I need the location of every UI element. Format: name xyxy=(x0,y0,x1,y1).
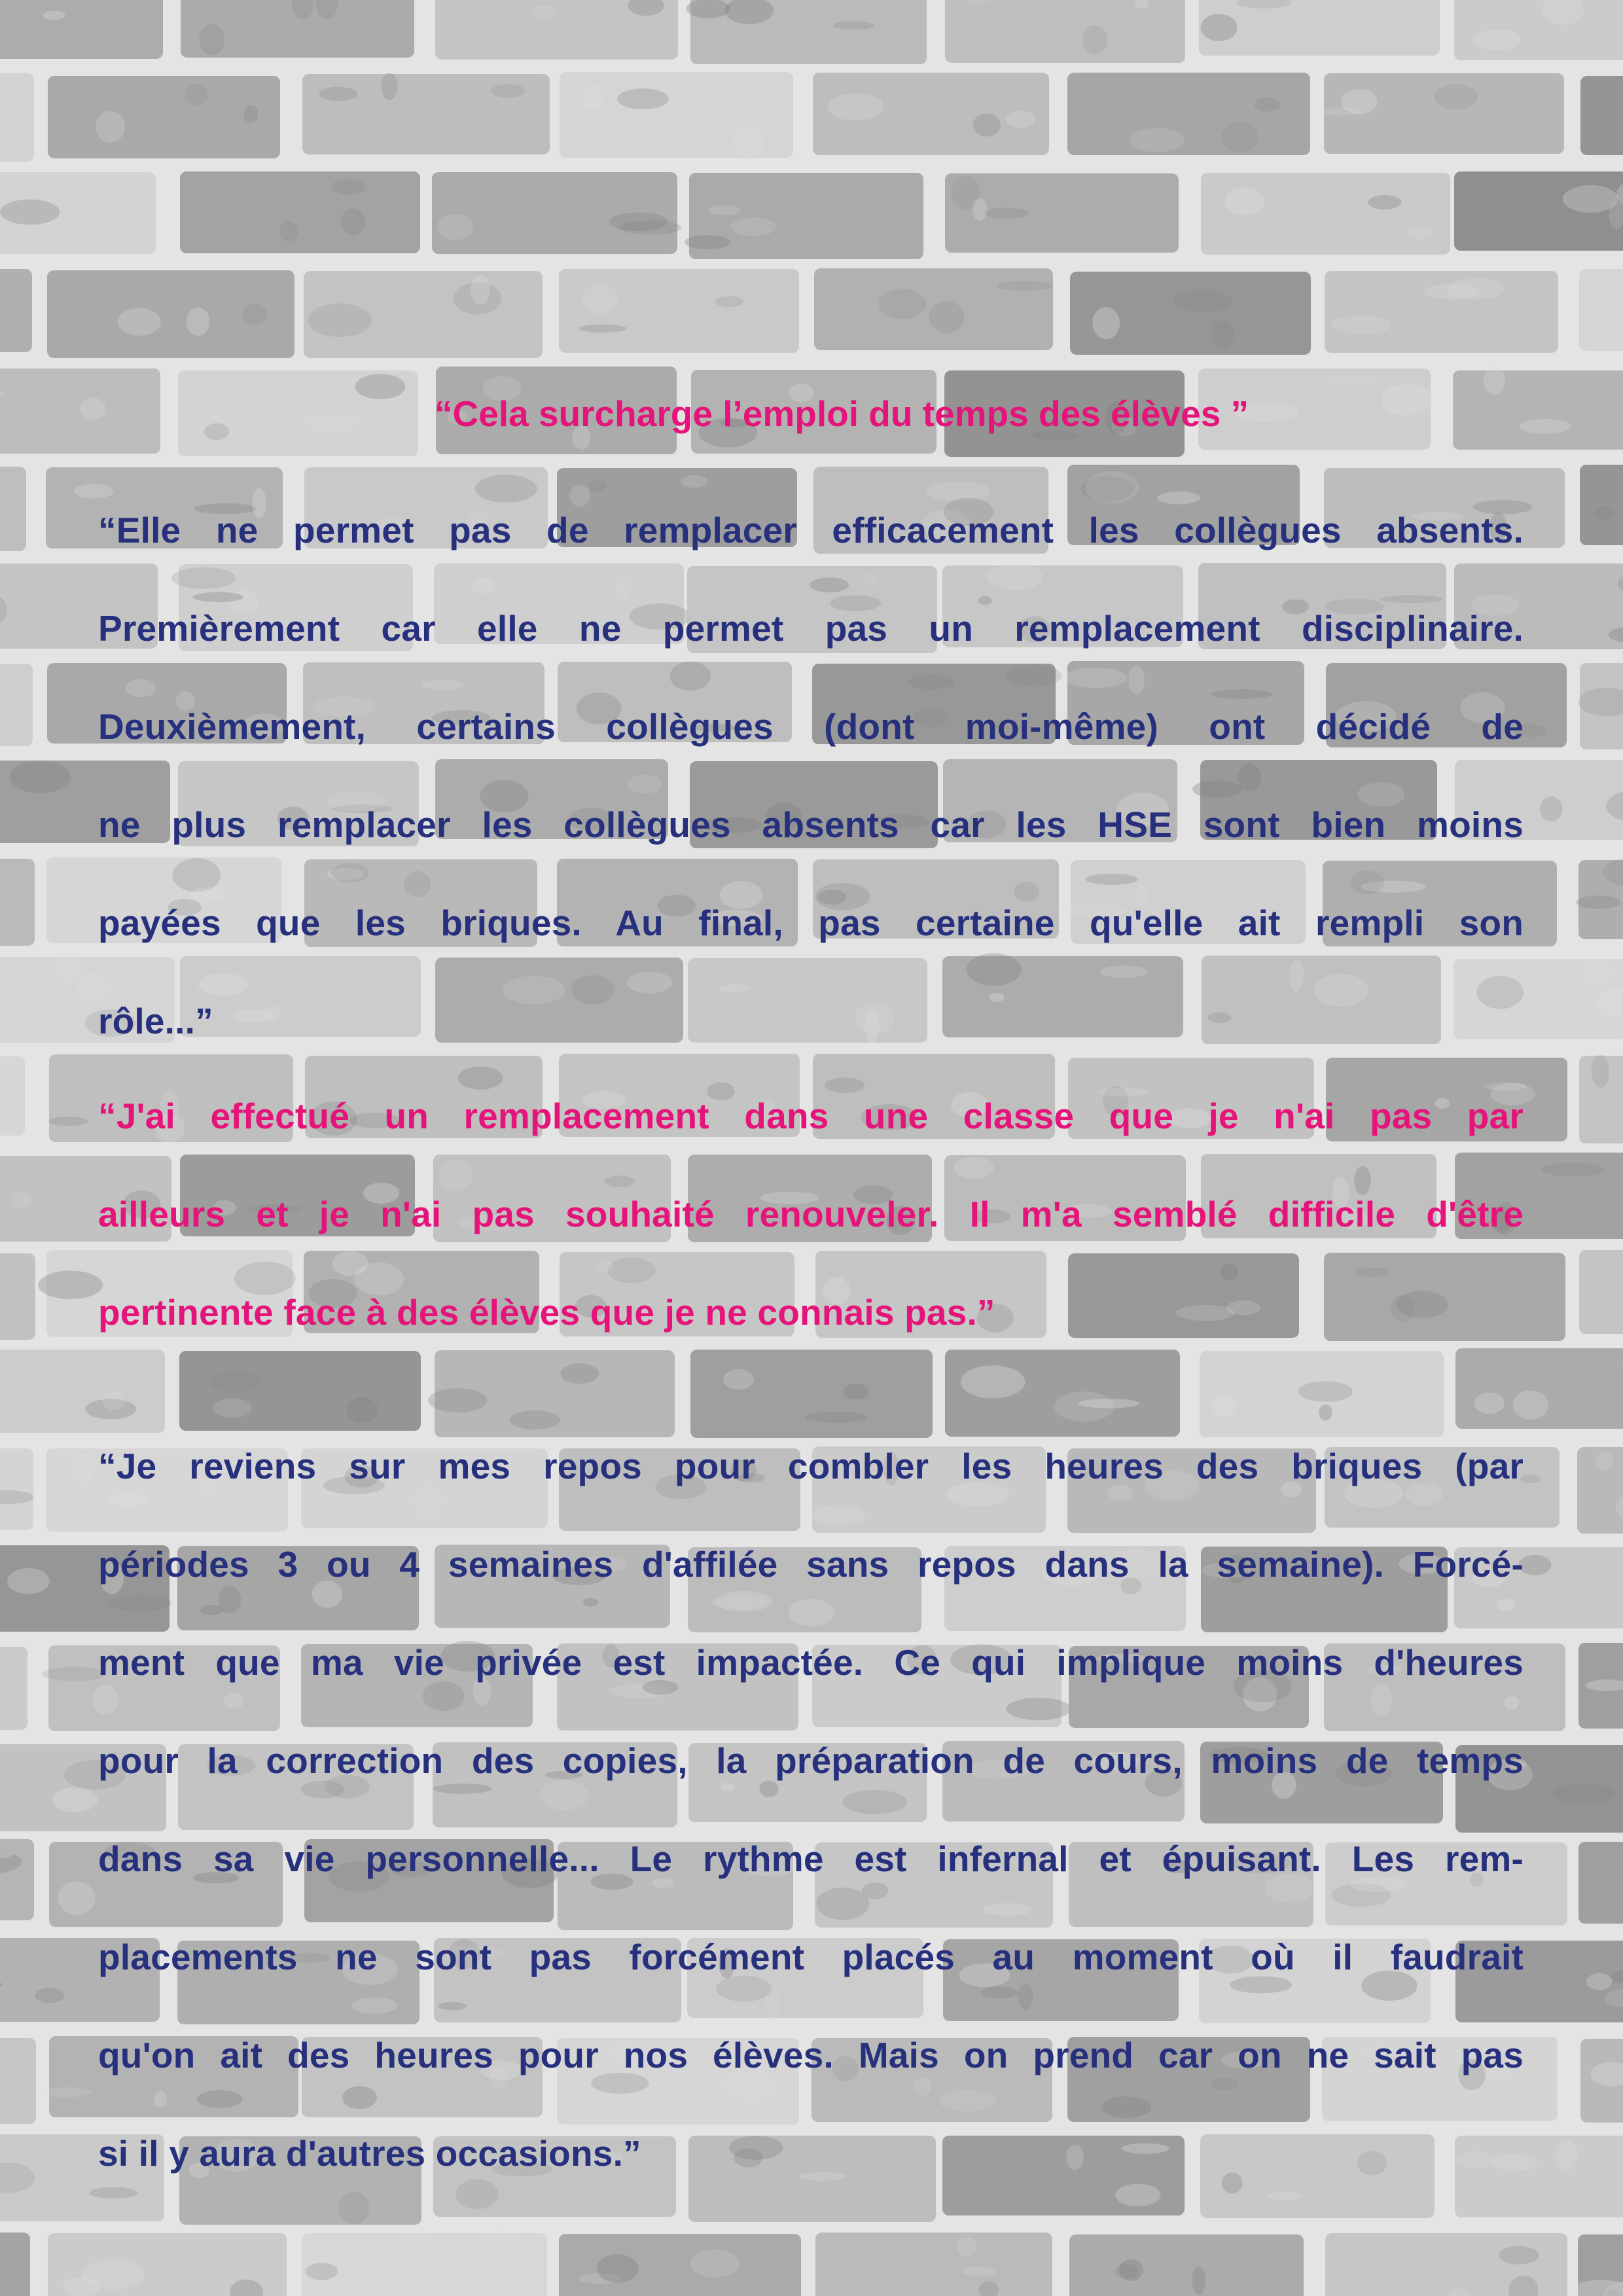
quote-1-line-3: Deuxièmement, certains collègues (dont moi-même) ont décidé de xyxy=(98,706,1524,747)
quote-2-line-2: ailleurs et je n'ai pas souhaité renouveler. Il m'a semblé difficile d'être xyxy=(98,1194,1524,1234)
quote-3-line-5: dans sa vie personnelle... Le rythme est infernal et épuisant. Les rem- xyxy=(98,1839,1524,1879)
quote-2-line-3: pertinente face à des élèves que je ne connais pas.” xyxy=(98,1292,995,1333)
quote-3-line-2: périodes 3 ou 4 semaines d'affilée sans repos dans la semaine). Forcé- xyxy=(98,1544,1524,1585)
page-heading-quote: “Cela surcharge l’emploi du temps des élèves ” xyxy=(435,393,1249,434)
quote-3-line-6: placements ne sont pas forcément placés au moment où il faudrait xyxy=(98,1937,1524,1977)
quote-3-line-4: pour la correction des copies, la préparation de cours, moins de temps xyxy=(98,1740,1524,1781)
quote-3-line-8: si il y aura d'autres occasions.” xyxy=(98,2133,641,2174)
quote-3-line-3: ment que ma vie privée est impactée. Ce qui implique moins d'heures xyxy=(98,1642,1524,1683)
quote-3-line-7: qu'on ait des heures pour nos élèves. Mais on prend car on ne sait pas xyxy=(98,2035,1524,2075)
quote-1-line-6: rôle...” xyxy=(98,1001,213,1041)
quote-1-line-2: Premièrement car elle ne permet pas un remplacement disciplinaire. xyxy=(98,608,1524,649)
quote-1-line-1: “Elle ne permet pas de remplacer efficacement les collègues absents. xyxy=(98,510,1524,550)
quote-2-line-1: “J'ai effectué un remplacement dans une classe que je n'ai pas par xyxy=(98,1096,1524,1136)
quote-1-line-4: ne plus remplacer les collègues absents car les HSE sont bien moins xyxy=(98,804,1524,845)
quote-1-line-5: payées que les briques. Au final, pas certaine qu'elle ait rempli son xyxy=(98,903,1524,943)
quote-3-line-1: “Je reviens sur mes repos pour combler les heures des briques (par xyxy=(98,1446,1524,1486)
